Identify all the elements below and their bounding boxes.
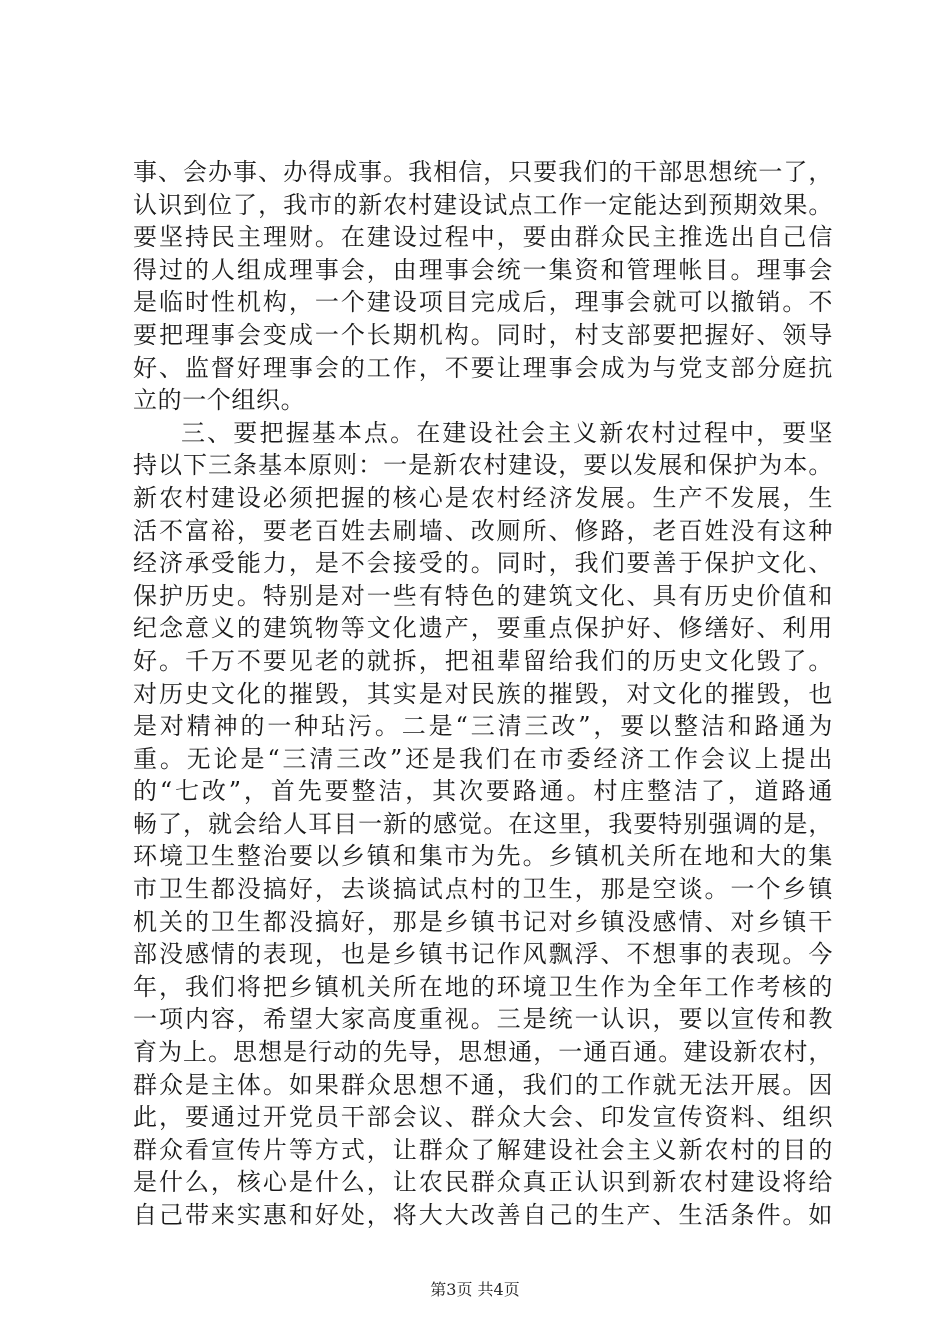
text-line: 自己带来实惠和好处，将大大改善自己的生产、生活条件。如	[133, 1201, 833, 1229]
text-line: 新农村建设必须把握的核心是农村经济发展。生产不发展，生	[133, 483, 833, 512]
text-line: 部没感情的表现，也是乡镇书记作风飘浮、不想事的表现。今	[133, 940, 833, 969]
text-line: 立的一个组织。	[133, 386, 306, 415]
page-number: 第3页 共4页	[430, 1280, 520, 1299]
text-line: 事、会办事、办得成事。我相信，只要我们的干部思想统一了，	[133, 158, 833, 186]
text-line: 要坚持民主理财。在建设过程中，要由群众民主推选出自己信	[133, 223, 833, 252]
text-line: 的“七改”，首先要整洁，其次要路通。村庄整洁了，道路通	[133, 777, 833, 806]
text-line: 育为上。思想是行动的先导，思想通，一通百通。建设新农村，	[133, 1038, 833, 1067]
text-line: 经济承受能力，是不会接受的。同时，我们要善于保护文化、	[133, 549, 833, 578]
text-line: 纪念意义的建筑物等文化遗产，要重点保护好、修缮好、利用	[133, 614, 833, 643]
text-line: 活不富裕，要老百姓去刷墙、改厕所、修路，老百姓没有这种	[133, 516, 833, 545]
text-line: 是对精神的一种玷污。二是“三清三改”，要以整洁和路通为	[133, 712, 833, 741]
text-line: 好。千万不要见老的就拆，把祖辈留给我们的历史文化毁了。	[133, 646, 833, 675]
text-line: 年，我们将把乡镇机关所在地的环境卫生作为全年工作考核的	[133, 972, 833, 1001]
text-line: 三、要把握基本点。在建设社会主义新农村过程中，要坚	[181, 418, 833, 447]
text-line: 对历史文化的摧毁，其实是对民族的摧毁，对文化的摧毁，也	[133, 679, 833, 708]
text-line: 此，要通过开党员干部会议、群众大会、印发宣传资料、组织	[133, 1103, 833, 1132]
text-line: 是什么，核心是什么，让农民群众真正认识到新农村建设将给	[133, 1168, 833, 1197]
page-footer	[0, 1277, 950, 1300]
text-line: 认识到位了，我市的新农村建设试点工作一定能达到预期效果。	[133, 190, 833, 219]
text-line: 好、监督好理事会的工作，不要让理事会成为与党支部分庭抗	[133, 353, 833, 382]
text-line: 要把理事会变成一个长期机构。同时，村支部要把握好、领导	[133, 320, 833, 349]
text-line: 保护历史。特别是对一些有特色的建筑文化、具有历史价值和	[133, 581, 833, 610]
text-line: 群众是主体。如果群众思想不通，我们的工作就无法开展。因	[133, 1070, 833, 1099]
text-line: 一项内容，希望大家高度重视。三是统一认识，要以宣传和教	[133, 1005, 833, 1034]
text-line: 机关的卫生都没搞好，那是乡镇书记对乡镇没感情、对乡镇干	[133, 907, 833, 936]
body-text	[133, 156, 833, 1232]
text-line: 得过的人组成理事会，由理事会统一集资和管理帐目。理事会	[133, 255, 833, 284]
text-line: 是临时性机构，一个建设项目完成后，理事会就可以撤销。不	[133, 288, 833, 317]
text-line: 畅了，就会给人耳目一新的感觉。在这里，我要特别强调的是，	[133, 809, 833, 838]
text-line: 重。无论是“三清三改”还是我们在市委经济工作会议上提出	[133, 744, 833, 773]
text-line: 持以下三条基本原则：一是新农村建设，要以发展和保护为本。	[133, 451, 833, 480]
text-line: 市卫生都没搞好，去谈搞试点村的卫生，那是空谈。一个乡镇	[133, 875, 833, 904]
text-line: 环境卫生整治要以乡镇和集市为先。乡镇机关所在地和大的集	[133, 842, 833, 871]
text-line: 群众看宣传片等方式，让群众了解建设社会主义新农村的目的	[133, 1135, 833, 1164]
